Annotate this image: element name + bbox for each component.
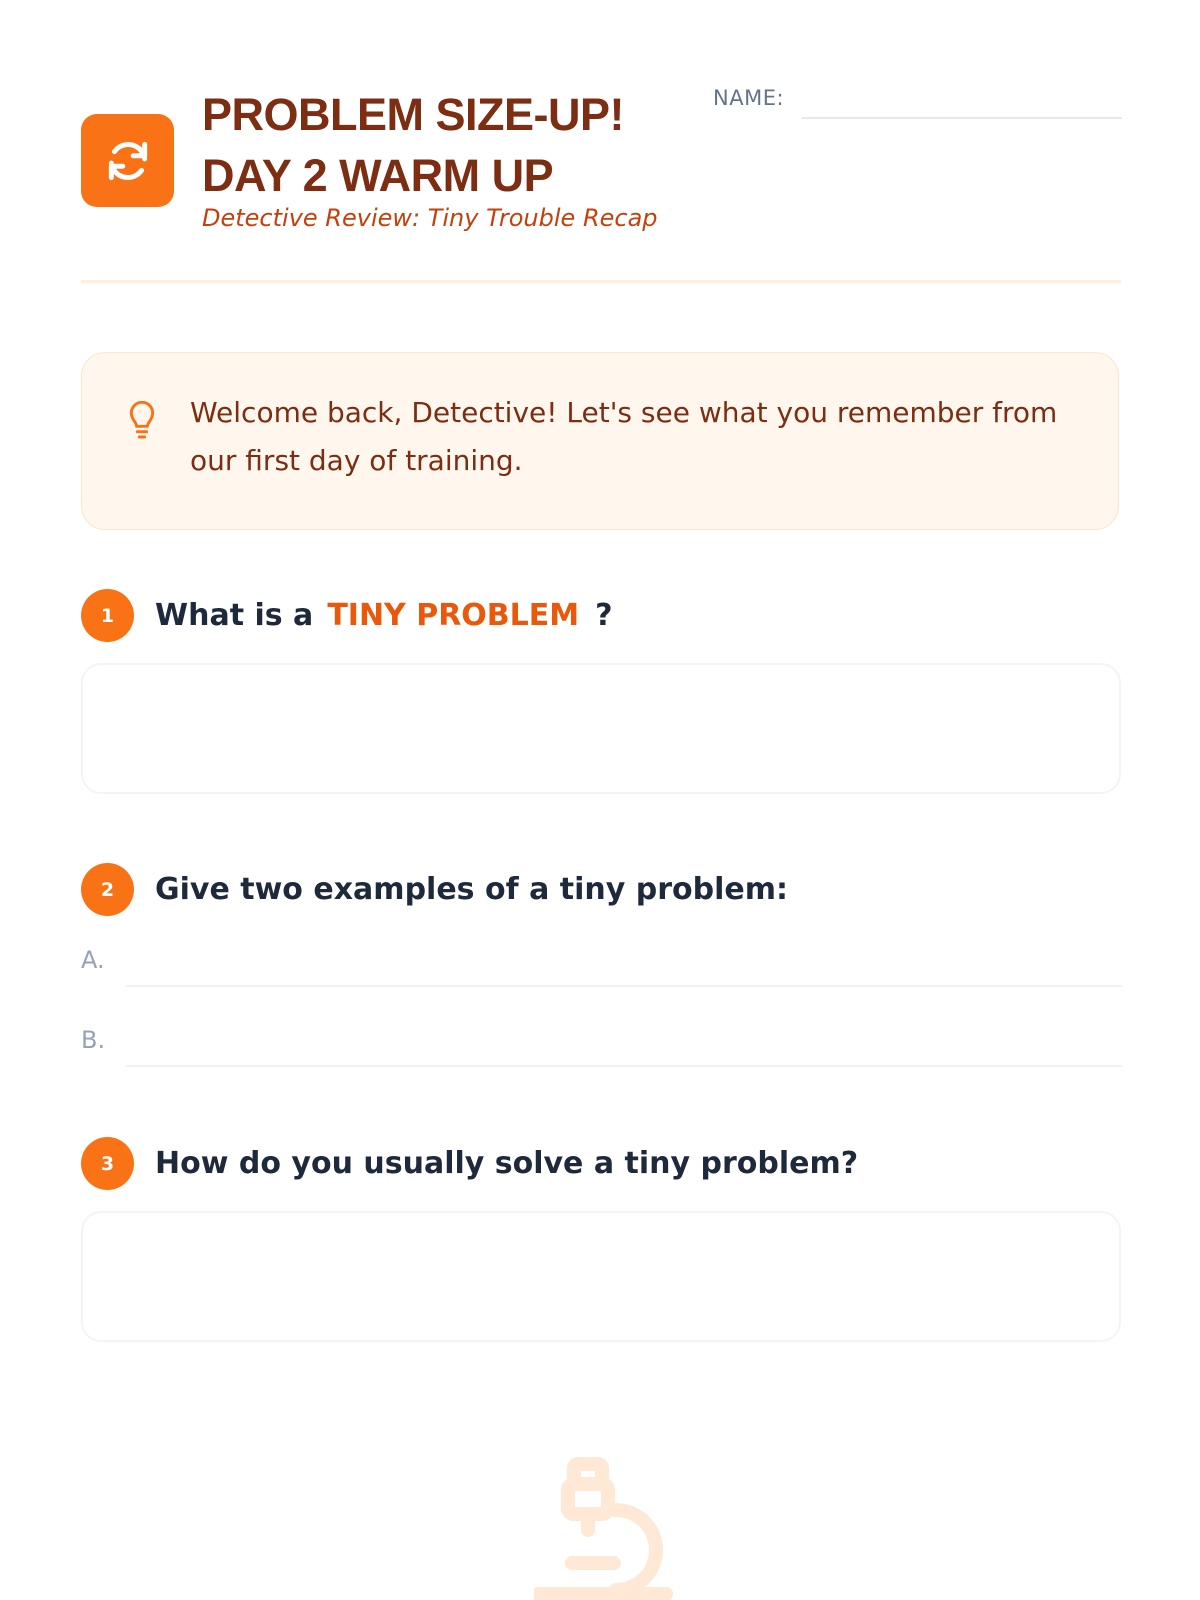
question-3-text: How do you usually solve a tiny problem? — [155, 1146, 859, 1181]
answer-box-3[interactable] — [81, 1211, 1121, 1342]
question-1-prefix: What is a — [155, 598, 314, 633]
name-field[interactable] — [802, 117, 1122, 119]
page-subtitle: Detective Review: Tiny Trouble Recap — [202, 204, 658, 232]
page-title — [202, 84, 624, 206]
answer-line-b[interactable] — [126, 1065, 1122, 1067]
answer-box-1[interactable] — [81, 663, 1121, 794]
microscope-icon — [534, 1450, 674, 1600]
lightbulb-icon — [126, 401, 158, 441]
answer-line-a[interactable] — [126, 985, 1122, 987]
title-line-1: PROBLEM SIZE-UP! — [202, 89, 625, 140]
name-label: NAME: — [713, 86, 785, 110]
question-1-suffix: ? — [595, 598, 613, 633]
logo-badge — [81, 114, 174, 207]
option-label-a: A. — [81, 946, 105, 974]
question-2-text: Give two examples of a tiny problem: — [155, 872, 788, 907]
question-1-highlight: TINY PROBLEM — [327, 598, 580, 633]
refresh-icon — [103, 136, 153, 186]
question-1-text — [155, 596, 613, 636]
intro-callout — [81, 352, 1119, 530]
question-number-badge: 3 — [81, 1137, 134, 1190]
title-line-2: DAY 2 WARM UP — [202, 150, 554, 201]
option-label-b: B. — [81, 1026, 106, 1054]
header-divider — [81, 280, 1121, 283]
question-number-badge: 2 — [81, 863, 134, 916]
question-number-badge: 1 — [81, 589, 134, 642]
intro-text: Welcome back, Detective! Let's see what you remember from our first day of training. — [190, 396, 1058, 477]
